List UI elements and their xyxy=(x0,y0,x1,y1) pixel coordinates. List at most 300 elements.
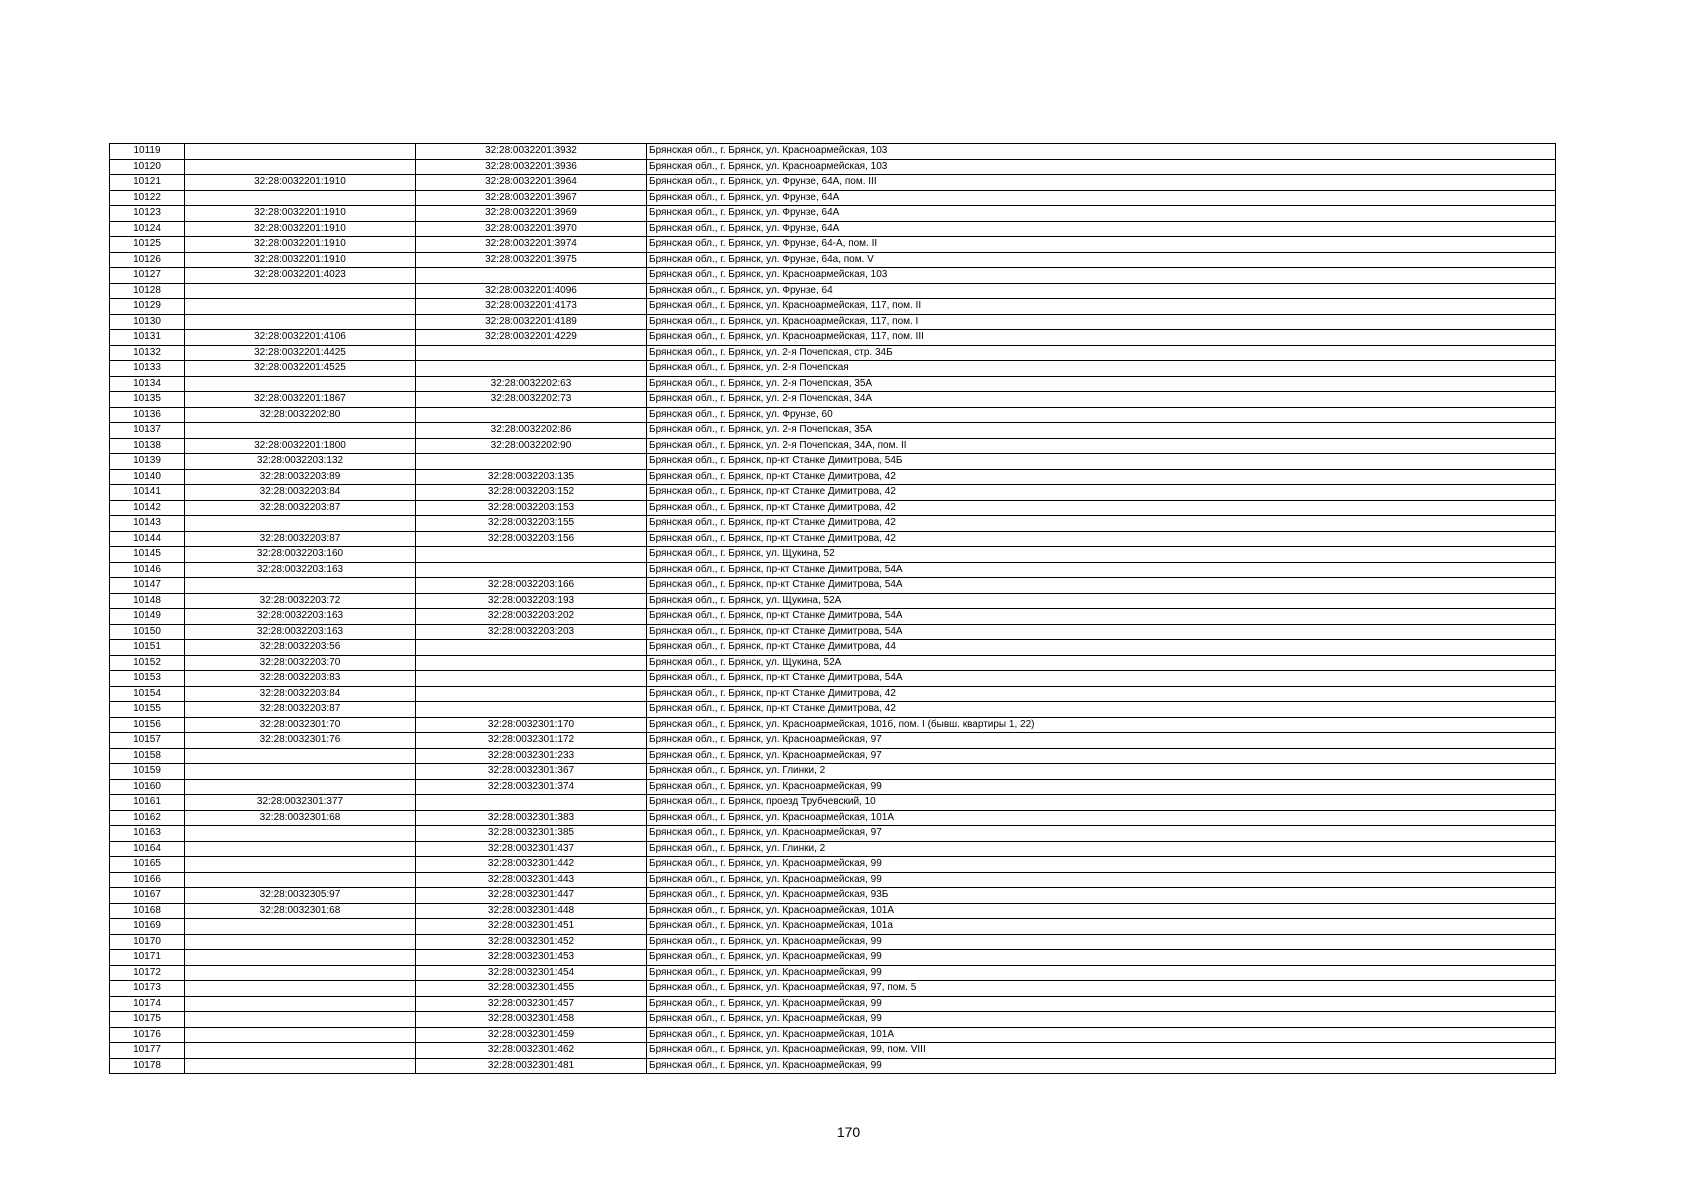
table-row xyxy=(110,950,1556,966)
table-row xyxy=(110,206,1556,222)
row-number-cell: 10154 xyxy=(110,686,185,702)
table-row xyxy=(110,624,1556,640)
address-cell: Брянская обл., г. Брянск, пр-кт Станке Димитрова, 42 xyxy=(647,531,1556,547)
address-cell: Брянская обл., г. Брянск, ул. 2-я Почепская, 34А, пом. II xyxy=(647,438,1556,454)
cadastral-number-cell xyxy=(416,454,647,470)
table-row xyxy=(110,655,1556,671)
row-number-cell: 10120 xyxy=(110,159,185,175)
cadastral-number-cell: 32:28:0032201:3969 xyxy=(416,206,647,222)
address-cell: Брянская обл., г. Брянск, ул. Красноармейская, 99 xyxy=(647,872,1556,888)
cadastral-number-cell: 32:28:0032201:3964 xyxy=(416,175,647,191)
row-number-cell: 10161 xyxy=(110,795,185,811)
parent-cadastral-cell xyxy=(185,159,416,175)
parent-cadastral-cell xyxy=(185,872,416,888)
table-row xyxy=(110,717,1556,733)
parent-cadastral-cell xyxy=(185,190,416,206)
table-row xyxy=(110,965,1556,981)
address-cell: Брянская обл., г. Брянск, пр-кт Станке Димитрова, 42 xyxy=(647,469,1556,485)
row-number-cell: 10130 xyxy=(110,314,185,330)
table-row xyxy=(110,981,1556,997)
parent-cadastral-cell: 32:28:0032301:377 xyxy=(185,795,416,811)
cadastral-number-cell: 32:28:0032301:442 xyxy=(416,857,647,873)
cadastral-number-cell xyxy=(416,702,647,718)
cadastral-number-cell: 32:28:0032301:455 xyxy=(416,981,647,997)
table-row xyxy=(110,159,1556,175)
address-cell: Брянская обл., г. Брянск, ул. 2-я Почепская, стр. 34Б xyxy=(647,345,1556,361)
parent-cadastral-cell xyxy=(185,1058,416,1074)
cadastral-number-cell xyxy=(416,562,647,578)
row-number-cell: 10176 xyxy=(110,1027,185,1043)
row-number-cell: 10160 xyxy=(110,779,185,795)
address-cell: Брянская обл., г. Брянск, ул. Фрунзе, 64 xyxy=(647,283,1556,299)
table-row xyxy=(110,919,1556,935)
address-cell: Брянская обл., г. Брянск, ул. Красноармейская, 99 xyxy=(647,996,1556,1012)
row-number-cell: 10131 xyxy=(110,330,185,346)
table-row xyxy=(110,237,1556,253)
table-row xyxy=(110,221,1556,237)
address-cell: Брянская обл., г. Брянск, ул. Фрунзе, 64А xyxy=(647,206,1556,222)
parent-cadastral-cell: 32:28:0032203:83 xyxy=(185,671,416,687)
parent-cadastral-cell: 32:28:0032201:1910 xyxy=(185,252,416,268)
table-row xyxy=(110,345,1556,361)
address-cell: Брянская обл., г. Брянск, ул. 2-я Почепская, 35А xyxy=(647,376,1556,392)
table-row xyxy=(110,469,1556,485)
cadastral-number-cell: 32:28:0032301:462 xyxy=(416,1043,647,1059)
row-number-cell: 10170 xyxy=(110,934,185,950)
cadastral-number-cell: 32:28:0032301:448 xyxy=(416,903,647,919)
row-number-cell: 10167 xyxy=(110,888,185,904)
table-row xyxy=(110,1027,1556,1043)
cadastral-number-cell: 32:28:0032201:3970 xyxy=(416,221,647,237)
table-row xyxy=(110,702,1556,718)
cadastral-number-cell: 32:28:0032301:447 xyxy=(416,888,647,904)
row-number-cell: 10172 xyxy=(110,965,185,981)
parent-cadastral-cell: 32:28:0032201:1910 xyxy=(185,237,416,253)
address-cell: Брянская обл., г. Брянск, пр-кт Станке Димитрова, 54А xyxy=(647,562,1556,578)
cadastral-number-cell: 32:28:0032203:193 xyxy=(416,593,647,609)
address-cell: Брянская обл., г. Брянск, ул. Красноармейская, 99 xyxy=(647,934,1556,950)
cadastral-number-cell: 32:28:0032301:451 xyxy=(416,919,647,935)
row-number-cell: 10150 xyxy=(110,624,185,640)
parent-cadastral-cell: 32:28:0032203:84 xyxy=(185,485,416,501)
row-number-cell: 10164 xyxy=(110,841,185,857)
address-cell: Брянская обл., г. Брянск, ул. Фрунзе, 64А xyxy=(647,221,1556,237)
table-row xyxy=(110,175,1556,191)
row-number-cell: 10124 xyxy=(110,221,185,237)
cadastral-number-cell: 32:28:0032301:172 xyxy=(416,733,647,749)
parent-cadastral-cell xyxy=(185,1012,416,1028)
table-row xyxy=(110,764,1556,780)
table-row xyxy=(110,640,1556,656)
cadastral-number-cell: 32:28:0032201:4173 xyxy=(416,299,647,315)
parent-cadastral-cell: 32:28:0032301:68 xyxy=(185,903,416,919)
row-number-cell: 10156 xyxy=(110,717,185,733)
row-number-cell: 10134 xyxy=(110,376,185,392)
address-cell: Брянская обл., г. Брянск, ул. Щукина, 52А xyxy=(647,655,1556,671)
table-row xyxy=(110,361,1556,377)
address-cell: Брянская обл., г. Брянск, пр-кт Станке Димитрова, 54А xyxy=(647,671,1556,687)
address-cell: Брянская обл., г. Брянск, ул. Красноармейская, 97 xyxy=(647,748,1556,764)
row-number-cell: 10157 xyxy=(110,733,185,749)
address-cell: Брянская обл., г. Брянск, ул. Красноармейская, 99 xyxy=(647,779,1556,795)
row-number-cell: 10144 xyxy=(110,531,185,547)
row-number-cell: 10121 xyxy=(110,175,185,191)
address-cell: Брянская обл., г. Брянск, ул. 2-я Почепская, 34А xyxy=(647,392,1556,408)
address-cell: Брянская обл., г. Брянск, ул. Красноармейская, 101а xyxy=(647,919,1556,935)
cadastral-number-cell: 32:28:0032202:63 xyxy=(416,376,647,392)
row-number-cell: 10159 xyxy=(110,764,185,780)
table-row xyxy=(110,190,1556,206)
row-number-cell: 10129 xyxy=(110,299,185,315)
address-cell: Брянская обл., г. Брянск, ул. Красноармейская, 97 xyxy=(647,826,1556,842)
parent-cadastral-cell: 32:28:0032301:76 xyxy=(185,733,416,749)
parent-cadastral-cell: 32:28:0032201:4106 xyxy=(185,330,416,346)
cadastral-number-cell: 32:28:0032301:385 xyxy=(416,826,647,842)
address-cell: Брянская обл., г. Брянск, ул. Щукина, 52А xyxy=(647,593,1556,609)
row-number-cell: 10158 xyxy=(110,748,185,764)
parent-cadastral-cell: 32:28:0032203:56 xyxy=(185,640,416,656)
row-number-cell: 10145 xyxy=(110,547,185,563)
cadastral-number-cell xyxy=(416,655,647,671)
row-number-cell: 10128 xyxy=(110,283,185,299)
parent-cadastral-cell: 32:28:0032301:70 xyxy=(185,717,416,733)
address-cell: Брянская обл., г. Брянск, ул. Красноармейская, 99 xyxy=(647,950,1556,966)
table-row xyxy=(110,562,1556,578)
address-cell: Брянская обл., г. Брянск, ул. Красноармейская, 99 xyxy=(647,1012,1556,1028)
address-cell: Брянская обл., г. Брянск, ул. Красноармейская, 103 xyxy=(647,144,1556,160)
cadastral-number-cell xyxy=(416,407,647,423)
table-row xyxy=(110,593,1556,609)
table-row xyxy=(110,609,1556,625)
table-row xyxy=(110,485,1556,501)
table-row xyxy=(110,547,1556,563)
table-row xyxy=(110,423,1556,439)
table-row xyxy=(110,826,1556,842)
parent-cadastral-cell xyxy=(185,857,416,873)
parent-cadastral-cell xyxy=(185,841,416,857)
parent-cadastral-cell xyxy=(185,764,416,780)
cadastral-number-cell: 32:28:0032201:3936 xyxy=(416,159,647,175)
address-cell: Брянская обл., г. Брянск, пр-кт Станке Димитрова, 42 xyxy=(647,686,1556,702)
cadastral-number-cell: 32:28:0032203:156 xyxy=(416,531,647,547)
cadastral-number-cell: 32:28:0032301:457 xyxy=(416,996,647,1012)
row-number-cell: 10169 xyxy=(110,919,185,935)
address-cell: Брянская обл., г. Брянск, ул. Фрунзе, 64а, пом. V xyxy=(647,252,1556,268)
table-row xyxy=(110,872,1556,888)
parent-cadastral-cell xyxy=(185,965,416,981)
table-row xyxy=(110,438,1556,454)
row-number-cell: 10126 xyxy=(110,252,185,268)
parent-cadastral-cell: 32:28:0032203:72 xyxy=(185,593,416,609)
row-number-cell: 10127 xyxy=(110,268,185,284)
parent-cadastral-cell: 32:28:0032203:163 xyxy=(185,562,416,578)
address-cell: Брянская обл., г. Брянск, ул. Красноармейская, 99 xyxy=(647,1058,1556,1074)
cadastral-number-cell xyxy=(416,547,647,563)
cadastral-number-cell xyxy=(416,640,647,656)
row-number-cell: 10140 xyxy=(110,469,185,485)
address-cell: Брянская обл., г. Брянск, ул. Красноармейская, 117, пом. II xyxy=(647,299,1556,315)
parent-cadastral-cell xyxy=(185,283,416,299)
address-cell: Брянская обл., г. Брянск, ул. Красноармейская, 101А xyxy=(647,810,1556,826)
cadastral-number-cell: 32:28:0032201:3967 xyxy=(416,190,647,206)
row-number-cell: 10166 xyxy=(110,872,185,888)
table-row xyxy=(110,392,1556,408)
parent-cadastral-cell xyxy=(185,934,416,950)
row-number-cell: 10152 xyxy=(110,655,185,671)
parent-cadastral-cell xyxy=(185,1043,416,1059)
parent-cadastral-cell xyxy=(185,748,416,764)
row-number-cell: 10142 xyxy=(110,500,185,516)
row-number-cell: 10133 xyxy=(110,361,185,377)
table-row xyxy=(110,888,1556,904)
parent-cadastral-cell: 32:28:0032203:163 xyxy=(185,624,416,640)
parent-cadastral-cell: 32:28:0032203:87 xyxy=(185,531,416,547)
row-number-cell: 10177 xyxy=(110,1043,185,1059)
parent-cadastral-cell xyxy=(185,1027,416,1043)
address-cell: Брянская обл., г. Брянск, пр-кт Станке Димитрова, 54А xyxy=(647,609,1556,625)
cadastral-number-cell: 32:28:0032301:481 xyxy=(416,1058,647,1074)
table-row xyxy=(110,1058,1556,1074)
address-cell: Брянская обл., г. Брянск, пр-кт Станке Димитрова, 42 xyxy=(647,485,1556,501)
parent-cadastral-cell: 32:28:0032305:97 xyxy=(185,888,416,904)
cadastral-number-cell: 32:28:0032301:437 xyxy=(416,841,647,857)
address-cell: Брянская обл., г. Брянск, пр-кт Станке Димитрова, 54А xyxy=(647,624,1556,640)
address-cell: Брянская обл., г. Брянск, ул. Красноармейская, 99 xyxy=(647,857,1556,873)
address-cell: Брянская обл., г. Брянск, ул. Красноармейская, 103 xyxy=(647,268,1556,284)
parent-cadastral-cell xyxy=(185,950,416,966)
row-number-cell: 10143 xyxy=(110,516,185,532)
row-number-cell: 10155 xyxy=(110,702,185,718)
table-row xyxy=(110,996,1556,1012)
parent-cadastral-cell xyxy=(185,423,416,439)
row-number-cell: 10163 xyxy=(110,826,185,842)
address-cell: Брянская обл., г. Брянск, ул. Фрунзе, 64А xyxy=(647,190,1556,206)
row-number-cell: 10123 xyxy=(110,206,185,222)
parent-cadastral-cell: 32:28:0032201:4023 xyxy=(185,268,416,284)
parent-cadastral-cell xyxy=(185,919,416,935)
table-row xyxy=(110,407,1556,423)
address-cell: Брянская обл., г. Брянск, ул. Красноармейская, 101А xyxy=(647,903,1556,919)
parent-cadastral-cell: 32:28:0032201:1910 xyxy=(185,175,416,191)
table-row xyxy=(110,516,1556,532)
address-cell: Брянская обл., г. Брянск, ул. Щукина, 52 xyxy=(647,547,1556,563)
address-cell: Брянская обл., г. Брянск, ул. Красноармейская, 101А xyxy=(647,1027,1556,1043)
address-cell: Брянская обл., г. Брянск, ул. Глинки, 2 xyxy=(647,764,1556,780)
parent-cadastral-cell xyxy=(185,314,416,330)
address-cell: Брянская обл., г. Брянск, пр-кт Станке Димитрова, 42 xyxy=(647,516,1556,532)
cadastral-number-cell: 32:28:0032301:454 xyxy=(416,965,647,981)
parent-cadastral-cell xyxy=(185,516,416,532)
table-row xyxy=(110,252,1556,268)
address-cell: Брянская обл., г. Брянск, ул. Красноармейская, 117, пом. I xyxy=(647,314,1556,330)
row-number-cell: 10119 xyxy=(110,144,185,160)
cadastral-number-cell: 32:28:0032203:155 xyxy=(416,516,647,532)
parent-cadastral-cell xyxy=(185,144,416,160)
table-row xyxy=(110,330,1556,346)
table-row xyxy=(110,144,1556,160)
address-cell: Брянская обл., г. Брянск, ул. 2-я Почепская, 35А xyxy=(647,423,1556,439)
parent-cadastral-cell: 32:28:0032203:163 xyxy=(185,609,416,625)
row-number-cell: 10122 xyxy=(110,190,185,206)
row-number-cell: 10171 xyxy=(110,950,185,966)
row-number-cell: 10125 xyxy=(110,237,185,253)
cadastral-number-cell: 32:28:0032301:374 xyxy=(416,779,647,795)
row-number-cell: 10168 xyxy=(110,903,185,919)
cadastral-number-cell: 32:28:0032203:202 xyxy=(416,609,647,625)
address-cell: Брянская обл., г. Брянск, ул. Фрунзе, 60 xyxy=(647,407,1556,423)
address-cell: Брянская обл., г. Брянск, пр-кт Станке Димитрова, 44 xyxy=(647,640,1556,656)
table-row xyxy=(110,314,1556,330)
address-cell: Брянская обл., г. Брянск, пр-кт Станке Димитрова, 54А xyxy=(647,578,1556,594)
table-row xyxy=(110,671,1556,687)
table-row xyxy=(110,779,1556,795)
cadastral-number-cell: 32:28:0032203:135 xyxy=(416,469,647,485)
address-cell: Брянская обл., г. Брянск, ул. Красноармейская, 103 xyxy=(647,159,1556,175)
parent-cadastral-cell xyxy=(185,376,416,392)
cadastral-number-cell: 32:28:0032201:3975 xyxy=(416,252,647,268)
row-number-cell: 10137 xyxy=(110,423,185,439)
cadastral-number-cell: 32:28:0032203:203 xyxy=(416,624,647,640)
row-number-cell: 10153 xyxy=(110,671,185,687)
cadastral-number-cell: 32:28:0032301:443 xyxy=(416,872,647,888)
row-number-cell: 10141 xyxy=(110,485,185,501)
parent-cadastral-cell: 32:28:0032203:160 xyxy=(185,547,416,563)
row-number-cell: 10146 xyxy=(110,562,185,578)
cadastral-number-cell xyxy=(416,361,647,377)
address-cell: Брянская обл., г. Брянск, ул. Фрунзе, 64А, пом. III xyxy=(647,175,1556,191)
parent-cadastral-cell: 32:28:0032201:1910 xyxy=(185,206,416,222)
parent-cadastral-cell: 32:28:0032203:70 xyxy=(185,655,416,671)
row-number-cell: 10165 xyxy=(110,857,185,873)
cadastral-number-cell: 32:28:0032301:170 xyxy=(416,717,647,733)
table-row xyxy=(110,795,1556,811)
cadastral-number-cell xyxy=(416,686,647,702)
cadastral-number-cell: 32:28:0032201:3974 xyxy=(416,237,647,253)
table-row xyxy=(110,934,1556,950)
row-number-cell: 10178 xyxy=(110,1058,185,1074)
table-row xyxy=(110,500,1556,516)
cadastral-number-cell: 32:28:0032301:459 xyxy=(416,1027,647,1043)
cadastral-number-cell: 32:28:0032203:153 xyxy=(416,500,647,516)
address-cell: Брянская обл., г. Брянск, пр-кт Станке Димитрова, 54Б xyxy=(647,454,1556,470)
parent-cadastral-cell: 32:28:0032203:84 xyxy=(185,686,416,702)
parent-cadastral-cell: 32:28:0032201:1800 xyxy=(185,438,416,454)
table-row xyxy=(110,686,1556,702)
cadastral-number-cell: 32:28:0032301:453 xyxy=(416,950,647,966)
parent-cadastral-cell: 32:28:0032201:4525 xyxy=(185,361,416,377)
row-number-cell: 10162 xyxy=(110,810,185,826)
table-row xyxy=(110,454,1556,470)
address-cell: Брянская обл., г. Брянск, ул. Красноармейская, 93Б xyxy=(647,888,1556,904)
address-cell: Брянская обл., г. Брянск, ул. Красноармейская, 99, пом. VIII xyxy=(647,1043,1556,1059)
table-row xyxy=(110,268,1556,284)
table-row xyxy=(110,733,1556,749)
row-number-cell: 10149 xyxy=(110,609,185,625)
row-number-cell: 10174 xyxy=(110,996,185,1012)
cadastral-number-cell: 32:28:0032202:86 xyxy=(416,423,647,439)
cadastral-number-cell: 32:28:0032201:4229 xyxy=(416,330,647,346)
address-cell: Брянская обл., г. Брянск, ул. Красноармейская, 117, пом. III xyxy=(647,330,1556,346)
page-number: 170 xyxy=(836,1124,861,1140)
table-row xyxy=(110,841,1556,857)
table-row xyxy=(110,299,1556,315)
parent-cadastral-cell xyxy=(185,578,416,594)
parent-cadastral-cell xyxy=(185,826,416,842)
registry-table xyxy=(109,143,1556,1074)
cadastral-number-cell: 32:28:0032202:73 xyxy=(416,392,647,408)
cadastral-number-cell: 32:28:0032301:367 xyxy=(416,764,647,780)
parent-cadastral-cell: 32:28:0032202:80 xyxy=(185,407,416,423)
parent-cadastral-cell: 32:28:0032201:1867 xyxy=(185,392,416,408)
parent-cadastral-cell: 32:28:0032203:87 xyxy=(185,702,416,718)
address-cell: Брянская обл., г. Брянск, ул. Глинки, 2 xyxy=(647,841,1556,857)
row-number-cell: 10148 xyxy=(110,593,185,609)
cadastral-number-cell: 32:28:0032203:166 xyxy=(416,578,647,594)
address-cell: Брянская обл., г. Брянск, пр-кт Станке Димитрова, 42 xyxy=(647,702,1556,718)
address-cell: Брянская обл., г. Брянск, ул. Красноармейская, 97 xyxy=(647,733,1556,749)
row-number-cell: 10175 xyxy=(110,1012,185,1028)
table-row xyxy=(110,578,1556,594)
parent-cadastral-cell: 32:28:0032203:132 xyxy=(185,454,416,470)
cadastral-number-cell: 32:28:0032301:233 xyxy=(416,748,647,764)
row-number-cell: 10173 xyxy=(110,981,185,997)
parent-cadastral-cell xyxy=(185,996,416,1012)
table-row xyxy=(110,376,1556,392)
cadastral-number-cell: 32:28:0032201:4189 xyxy=(416,314,647,330)
registry-table-body xyxy=(110,144,1556,1074)
row-number-cell: 10136 xyxy=(110,407,185,423)
parent-cadastral-cell xyxy=(185,779,416,795)
cadastral-number-cell: 32:28:0032301:458 xyxy=(416,1012,647,1028)
parent-cadastral-cell: 32:28:0032201:4425 xyxy=(185,345,416,361)
table-row xyxy=(110,283,1556,299)
address-cell: Брянская обл., г. Брянск, ул. Красноармейская, 99 xyxy=(647,965,1556,981)
cadastral-number-cell: 32:28:0032201:3932 xyxy=(416,144,647,160)
parent-cadastral-cell: 32:28:0032203:87 xyxy=(185,500,416,516)
address-cell: Брянская обл., г. Брянск, ул. 2-я Почепская xyxy=(647,361,1556,377)
address-cell: Брянская обл., г. Брянск, ул. Красноармейская, 101б, пом. I (бывш. квартиры 1, 22) xyxy=(647,717,1556,733)
parent-cadastral-cell xyxy=(185,299,416,315)
row-number-cell: 10147 xyxy=(110,578,185,594)
row-number-cell: 10132 xyxy=(110,345,185,361)
cadastral-number-cell xyxy=(416,268,647,284)
table-row xyxy=(110,857,1556,873)
cadastral-number-cell: 32:28:0032301:452 xyxy=(416,934,647,950)
cadastral-number-cell xyxy=(416,795,647,811)
parent-cadastral-cell xyxy=(185,981,416,997)
row-number-cell: 10138 xyxy=(110,438,185,454)
row-number-cell: 10135 xyxy=(110,392,185,408)
cadastral-number-cell xyxy=(416,671,647,687)
table-row xyxy=(110,531,1556,547)
table-row xyxy=(110,1012,1556,1028)
table-row xyxy=(110,1043,1556,1059)
cadastral-number-cell: 32:28:0032301:383 xyxy=(416,810,647,826)
parent-cadastral-cell: 32:28:0032201:1910 xyxy=(185,221,416,237)
parent-cadastral-cell: 32:28:0032301:68 xyxy=(185,810,416,826)
cadastral-number-cell: 32:28:0032203:152 xyxy=(416,485,647,501)
cadastral-number-cell: 32:28:0032201:4096 xyxy=(416,283,647,299)
cadastral-number-cell xyxy=(416,345,647,361)
address-cell: Брянская обл., г. Брянск, ул. Фрунзе, 64-А, пом. II xyxy=(647,237,1556,253)
cadastral-number-cell: 32:28:0032202:90 xyxy=(416,438,647,454)
parent-cadastral-cell: 32:28:0032203:89 xyxy=(185,469,416,485)
row-number-cell: 10139 xyxy=(110,454,185,470)
table-row xyxy=(110,748,1556,764)
table-row xyxy=(110,810,1556,826)
address-cell: Брянская обл., г. Брянск, ул. Красноармейская, 97, пом. 5 xyxy=(647,981,1556,997)
address-cell: Брянская обл., г. Брянск, проезд Трубчевский, 10 xyxy=(647,795,1556,811)
